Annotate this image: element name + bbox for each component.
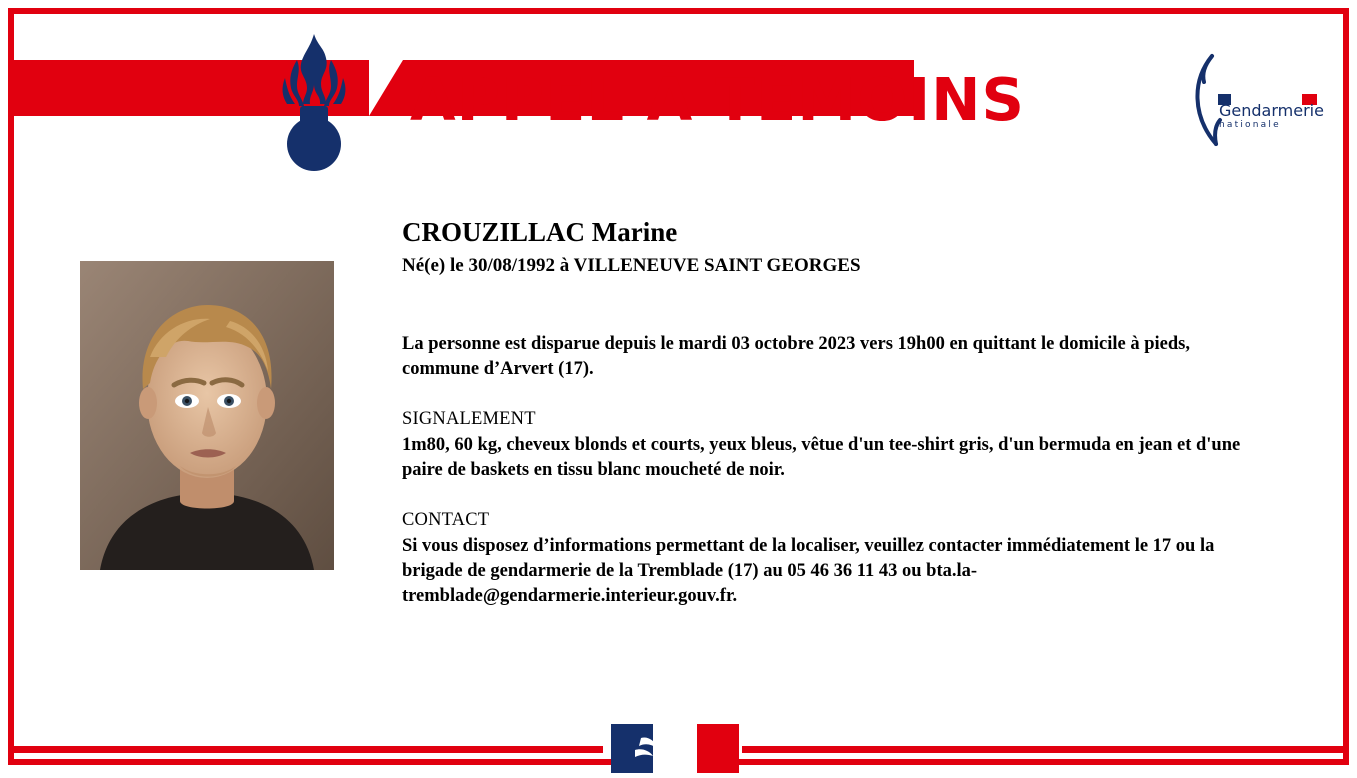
signalement-section bbox=[402, 407, 1247, 483]
poster-header bbox=[14, 14, 1343, 144]
contact-heading: CONTACT bbox=[402, 510, 490, 530]
contact-section bbox=[402, 508, 1247, 609]
person-photo bbox=[80, 261, 334, 570]
gendarmerie-grenade-icon bbox=[269, 32, 359, 172]
header-band-notch bbox=[369, 60, 403, 116]
person-name: CROUZILLAC Marine bbox=[402, 217, 678, 247]
marianne-logo-icon bbox=[611, 724, 739, 773]
footer-rule-right bbox=[742, 746, 1343, 753]
gendarmerie-nationale-wordmark bbox=[1219, 102, 1324, 131]
disappearance-text: La personne est disparue depuis le mardi 03 octobre 2023 vers 19h00 en quittant le domicile à pieds, commune d’Arvert (17). bbox=[402, 334, 1190, 379]
wordmark-line-2: nationale bbox=[1219, 120, 1281, 130]
footer-rule-left bbox=[14, 746, 603, 753]
poster-content bbox=[402, 215, 1247, 609]
signalement-text: 1m80, 60 kg, cheveux blonds et courts, yeux bleus, vêtue d'un tee-shirt gris, d'un bermuda en jean et d'une paire de baskets en tissu blanc moucheté de noir. bbox=[402, 435, 1241, 480]
person-birth: Né(e) le 30/08/1992 à VILLENEUVE SAINT GEORGES bbox=[402, 255, 861, 276]
contact-text: Si vous disposez d’informations permettant de la localiser, veuillez contacter immédiatement le 17 ou la brigade de gendarmerie de la Tremblade (17) au 05 46 36 11 43 ou bta.la-tremblade@gendarmerie.interieur.gouv.fr. bbox=[402, 536, 1215, 606]
signalement-heading: SIGNALEMENT bbox=[402, 409, 536, 429]
page-title: APPEL À TÉMOINS bbox=[410, 65, 1026, 134]
wordmark-line-1: Gendarmerie bbox=[1219, 101, 1324, 120]
